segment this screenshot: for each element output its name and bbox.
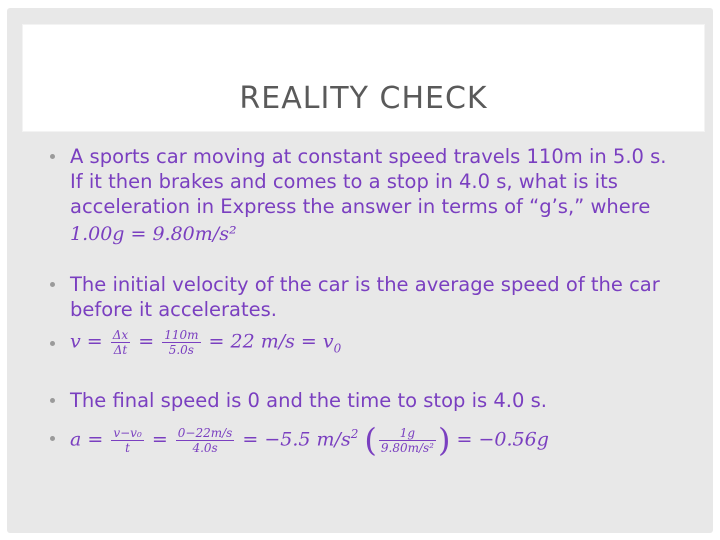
acceleration-frac-values — [176, 426, 235, 455]
frac-denominator: 5.0s — [168, 343, 194, 357]
left-paren: ( — [364, 420, 377, 459]
title-bar — [22, 24, 705, 132]
acceleration-equation — [70, 420, 670, 459]
frac-denominator: Δt — [113, 343, 128, 357]
bullet-dot — [50, 436, 55, 441]
bullet-dot — [50, 398, 55, 403]
velocity-frac-delta — [111, 328, 130, 357]
conversion-frac — [379, 426, 436, 455]
frac-numerator: v−v₀ — [113, 425, 142, 440]
bullet-dot — [50, 341, 55, 346]
acceleration-lhs: a = — [70, 428, 104, 451]
frac-denominator: 9.80m/s² — [380, 440, 434, 455]
velocity-frac-values — [162, 328, 200, 357]
acceleration-mid-superscript: 2 — [350, 427, 359, 441]
acceleration-frac-def — [111, 426, 143, 455]
bullet-final-speed-text: The final speed is 0 and the time to stop is 4.0 s. — [70, 389, 547, 412]
frac-numerator: 1g — [379, 426, 436, 441]
velocity-rhs: = 22 m/s = v — [208, 330, 334, 353]
bullet-initial-velocity-text: The initial velocity of the car is the average speed of the car before it accelerates. — [70, 273, 660, 321]
gravity-equation: 1.00g = 9.80m/s² — [70, 223, 237, 245]
frac-numerator: 0−22m/s — [177, 425, 233, 440]
frac-numerator: 110m — [164, 328, 199, 342]
bullet-dot — [50, 154, 55, 159]
equals-sign: = — [151, 428, 168, 451]
frac-denominator: 4.0s — [192, 440, 218, 455]
bullet-question-text: A sports car moving at constant speed travels 110m in 5.0 s. If it then brakes and comes to a stop in 4.0 s, what is its acceleration in Express the answer in terms of “g’s,” where — [70, 145, 667, 218]
frac-denominator: t — [125, 440, 130, 455]
equals-sign: = — [138, 330, 155, 353]
bullet-dot — [50, 282, 55, 287]
velocity-lhs: v = — [70, 330, 103, 353]
acceleration-mid: = −5.5 m/s — [242, 428, 351, 451]
velocity-rhs-subscript: 0 — [333, 341, 342, 356]
frac-numerator: Δx — [112, 328, 129, 342]
slide-title: REALITY CHECK — [239, 81, 488, 116]
acceleration-rhs: = −0.56g — [456, 428, 549, 451]
right-paren: ) — [437, 420, 451, 459]
velocity-equation — [70, 328, 670, 361]
